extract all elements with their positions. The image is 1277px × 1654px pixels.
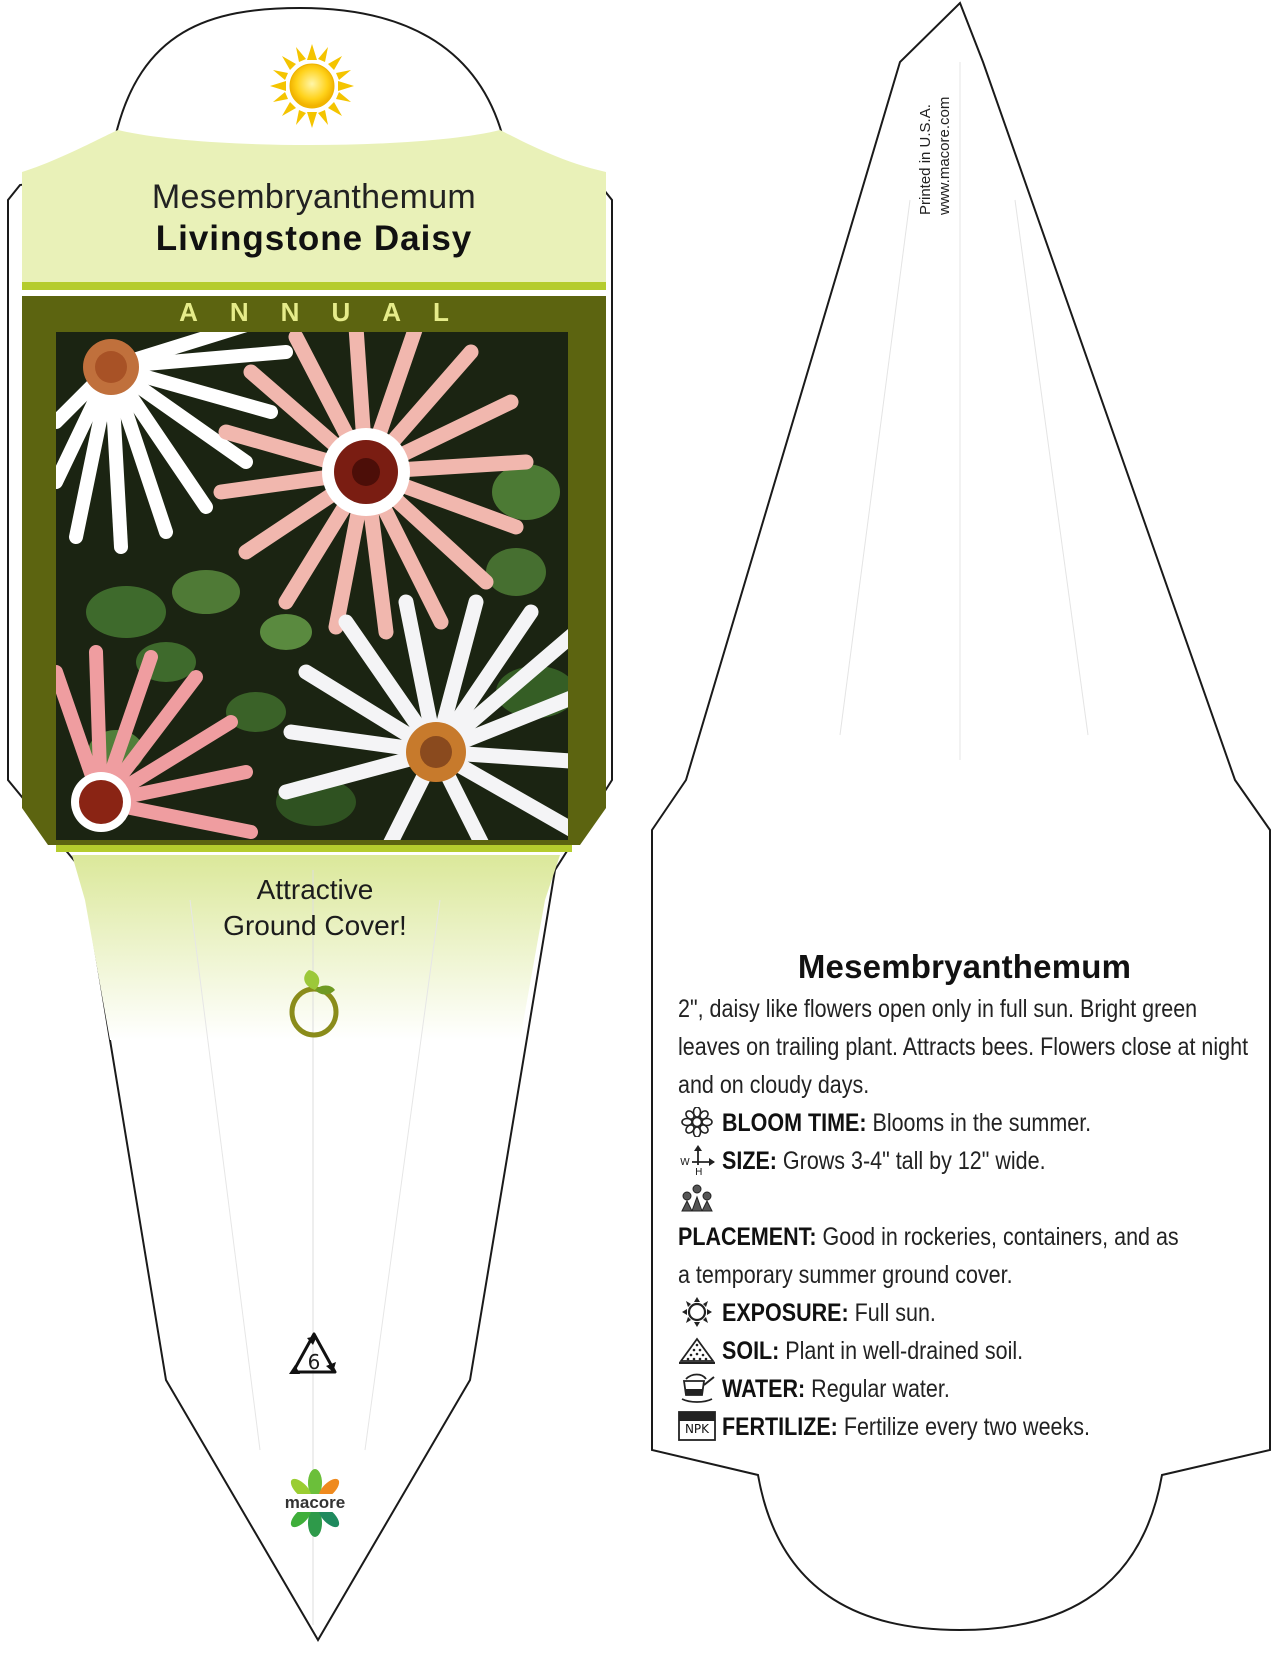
soil-value: Plant in well-drained soil. [779,1337,1024,1365]
watering-can-icon [678,1373,716,1403]
bloom-time-value: Blooms in the summer. [866,1109,1092,1137]
svg-text:H: H [695,1167,703,1175]
category-label: ANNUAL [179,297,481,327]
placement-value: Good in rockeries, containers, and as [816,1223,1179,1251]
detail-fertilize [678,1408,1251,1446]
detail-placement [678,1180,1251,1256]
detail-water [678,1370,1251,1408]
soil-label: SOIL: [722,1337,780,1365]
detail-soil [678,1332,1251,1370]
fertilize-label: FERTILIZE: [722,1413,838,1441]
size-arrows-icon [678,1145,716,1175]
size-value: Grows 3-4" tall by 12" wide. [776,1147,1046,1175]
plant-description: 2", daisy like flowers open only in full sun. Bright green leaves on trailing plant. Attracts bees. Flowers close at night and on cloudy days. [678,995,1249,1099]
common-name: Livingstone Daisy [155,219,473,258]
bloom-time-label: BLOOM TIME: [722,1109,867,1137]
flower-photo [56,332,568,840]
print-info [916,45,956,215]
detail-size [678,1142,1251,1180]
tagline-line-1: Attractive [256,874,374,905]
tagline [140,872,490,944]
printed-in-label: Printed in U.S.A. [917,104,934,215]
svg-text:W: W [680,1157,690,1168]
npk-icon [678,1411,716,1441]
seed-logo-icon [285,968,343,1038]
exposure-label: EXPOSURE: [722,1299,849,1327]
brand-name: macore [284,1493,346,1512]
water-label: WATER: [722,1375,806,1403]
website-label: www.macore.com [936,96,953,215]
exposure-value: Full sun. [848,1299,936,1327]
sun-icon [268,42,356,130]
flower-icon [678,1107,716,1137]
placement-label: PLACEMENT: [678,1223,817,1251]
size-label: SIZE: [722,1147,777,1175]
latin-name: Mesembryanthemum [151,178,477,216]
plants-icon [678,1183,716,1213]
detail-exposure [678,1294,1251,1332]
water-value: Regular water. [805,1375,950,1403]
placement-continuation: a temporary summer ground cover. [678,1261,1013,1289]
plant-name-header [22,172,606,282]
plant-info-panel [678,948,1251,1446]
recycle-icon [287,1330,341,1380]
npk-badge-text: NPK [684,1422,710,1436]
fertilize-value: Fertilize every two weeks. [837,1413,1090,1441]
detail-bloom-time [678,1104,1251,1142]
info-heading: Mesembryanthemum [797,948,1132,985]
recycle-code: 6 [307,1350,321,1374]
tagline-line-2: Ground Cover! [223,910,407,941]
soil-icon [678,1335,716,1365]
sun-icon [678,1297,716,1327]
